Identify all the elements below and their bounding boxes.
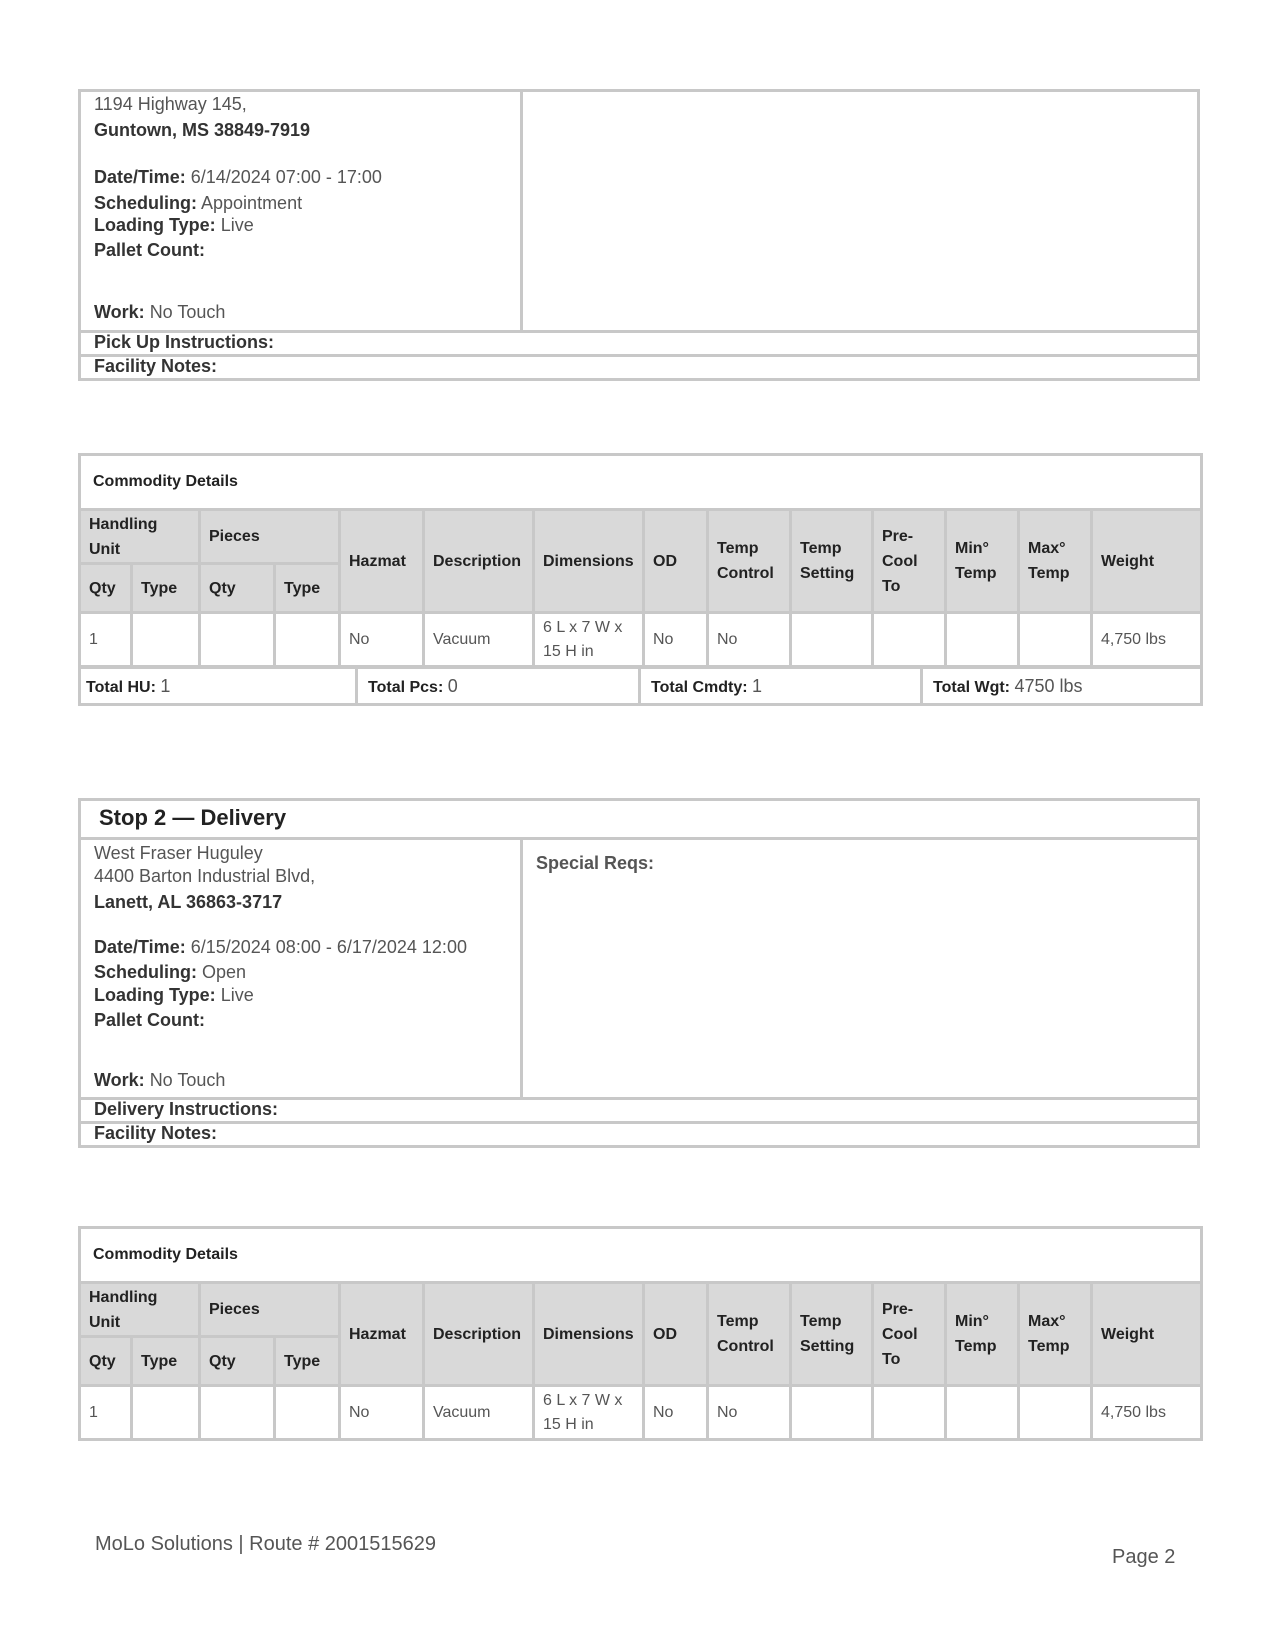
cell-pc-qty <box>200 1386 275 1440</box>
total-cmdty-value: 1 <box>752 675 763 696</box>
header-temp-control: Temp Control <box>708 510 791 613</box>
header-pc-qty: Qty <box>200 1337 275 1386</box>
cell-temp-setting <box>791 1386 873 1440</box>
cell-weight: 4,750 lbs <box>1092 613 1202 667</box>
stop2-datetime <box>94 937 467 958</box>
stop2-datetime-value: 6/15/2024 08:00 - 6/17/2024 12:00 <box>190 937 467 957</box>
cell-od: No <box>644 1386 708 1440</box>
footer-route: MoLo Solutions | Route # 2001515629 <box>95 1533 437 1555</box>
total-hu <box>80 668 357 705</box>
stop1-pallet-count-label: Pallet Count: <box>94 240 205 260</box>
stop2-loading-type <box>94 985 254 1006</box>
header-pc-qty: Qty <box>200 564 275 613</box>
stop2-title: Stop 2 — Delivery <box>99 805 287 830</box>
total-wgt <box>922 668 1202 705</box>
cell-weight: 4,750 lbs <box>1092 1386 1202 1440</box>
commodity-totals-1 <box>78 666 1203 706</box>
stop2-work-value: No Touch <box>149 1070 226 1090</box>
cell-max-temp <box>1019 1386 1092 1440</box>
header-weight: Weight <box>1092 510 1202 613</box>
stop2-loading-value: Live <box>220 985 254 1005</box>
total-cmdty-label: Total Cmdty: <box>651 678 748 696</box>
commodity-table-2 <box>78 1226 1203 1441</box>
stop1-datetime-label: Date/Time: <box>94 167 186 187</box>
total-pcs-label: Total Pcs: <box>368 678 444 696</box>
header-max-temp: Max° Temp <box>1019 510 1092 613</box>
header-pc-type: Type <box>275 1337 340 1386</box>
header-temp-setting: Temp Setting <box>791 510 873 613</box>
cell-hazmat: No <box>340 1386 424 1440</box>
cell-precool <box>873 1386 946 1440</box>
header-dimensions: Dimensions <box>534 1283 644 1386</box>
stop2-datetime-label: Date/Time: <box>94 937 186 957</box>
stop1-loading-type <box>94 215 254 236</box>
header-hazmat: Hazmat <box>340 1283 424 1386</box>
total-wgt-label: Total Wgt: <box>933 678 1011 696</box>
header-hu-qty: Qty <box>80 1337 132 1386</box>
header-dimensions: Dimensions <box>534 510 644 613</box>
header-od: OD <box>644 1283 708 1386</box>
cell-hu-type <box>132 613 200 667</box>
header-hu-qty: Qty <box>80 564 132 613</box>
total-pcs <box>357 668 640 705</box>
stop1-datetime-value: 6/14/2024 07:00 - 17:00 <box>190 167 382 187</box>
stop2-work-label: Work: <box>94 1070 145 1090</box>
cell-temp-control: No <box>708 613 791 667</box>
table-row <box>80 613 1202 667</box>
header-temp-setting: Temp Setting <box>791 1283 873 1386</box>
stop2-column-divider <box>520 837 523 1100</box>
stop2-loading-label: Loading Type: <box>94 985 216 1005</box>
header-pc-type: Type <box>275 564 340 613</box>
stop1-address-line: 1194 Highway 145, <box>94 94 247 114</box>
cell-temp-setting <box>791 613 873 667</box>
stop1-column-divider <box>520 89 523 333</box>
header-temp-control: Temp Control <box>708 1283 791 1386</box>
stop1-loading-value: Live <box>220 215 254 235</box>
header-precool: Pre-Cool To <box>873 1283 946 1386</box>
table-row <box>80 1386 1202 1440</box>
stop1-scheduling <box>94 193 302 214</box>
cell-pc-type <box>275 613 340 667</box>
header-hu-type: Type <box>132 1337 200 1386</box>
stop1-work-value: No Touch <box>149 302 226 322</box>
stop1-instructions-label: Pick Up Instructions: <box>94 332 275 352</box>
stop1-scheduling-label: Scheduling: <box>94 193 197 213</box>
header-hu-type: Type <box>132 564 200 613</box>
header-description: Description <box>424 1283 534 1386</box>
header-precool: Pre-Cool To <box>873 510 946 613</box>
cell-dimensions: 6 L x 7 W x 15 H in <box>534 1386 644 1440</box>
cell-hu-type <box>132 1386 200 1440</box>
stop2-facility-notes-row <box>78 1121 1200 1148</box>
cell-min-temp <box>946 613 1019 667</box>
header-pieces: Pieces <box>200 510 340 564</box>
cell-hu-qty: 1 <box>80 1386 132 1440</box>
stop2-instructions-label: Delivery Instructions: <box>94 1099 279 1119</box>
header-min-temp: Min° Temp <box>946 510 1019 613</box>
total-hu-label: Total HU: <box>86 678 156 696</box>
stop2-special-reqs-label: Special Reqs: <box>536 853 655 873</box>
cell-pc-qty <box>200 613 275 667</box>
cell-description: Vacuum <box>424 613 534 667</box>
stop1-loading-label: Loading Type: <box>94 215 216 235</box>
header-hazmat: Hazmat <box>340 510 424 613</box>
header-handling-unit: Handling Unit <box>80 1283 200 1337</box>
header-max-temp: Max° Temp <box>1019 1283 1092 1386</box>
stop2-city-state-zip: Lanett, AL 36863-3717 <box>94 892 283 912</box>
stop1-work <box>94 302 225 323</box>
cell-hazmat: No <box>340 613 424 667</box>
header-weight: Weight <box>1092 1283 1202 1386</box>
cell-od: No <box>644 613 708 667</box>
stop2-facility-name: West Fraser Huguley <box>94 843 263 863</box>
cell-precool <box>873 613 946 667</box>
stop1-work-label: Work: <box>94 302 145 322</box>
cell-max-temp <box>1019 613 1092 667</box>
cell-pc-type <box>275 1386 340 1440</box>
total-hu-value: 1 <box>160 675 171 696</box>
header-od: OD <box>644 510 708 613</box>
header-handling-unit: Handling Unit <box>80 510 200 564</box>
stop1-scheduling-value: Appointment <box>201 193 303 213</box>
footer-page-number: Page 2 <box>1112 1546 1176 1568</box>
total-wgt-value: 4750 lbs <box>1014 675 1083 696</box>
header-description: Description <box>424 510 534 613</box>
cell-temp-control: No <box>708 1386 791 1440</box>
cell-description: Vacuum <box>424 1386 534 1440</box>
header-pieces: Pieces <box>200 1283 340 1337</box>
cell-hu-qty: 1 <box>80 613 132 667</box>
stop1-datetime <box>94 167 382 188</box>
stop2-scheduling-label: Scheduling: <box>94 962 197 982</box>
total-pcs-value: 0 <box>447 675 458 696</box>
stop1-facility-notes-label: Facility Notes: <box>94 356 218 376</box>
stop2-scheduling-value: Open <box>202 962 247 982</box>
commodity-caption: Commodity Details <box>80 455 1202 510</box>
stop2-facility-notes-label: Facility Notes: <box>94 1123 218 1143</box>
commodity-caption: Commodity Details <box>80 1228 1202 1283</box>
stop2-pallet-count-label: Pallet Count: <box>94 1010 205 1030</box>
total-cmdty <box>640 668 922 705</box>
stop2-work <box>94 1070 225 1091</box>
stop1-city-state-zip: Guntown, MS 38849-7919 <box>94 120 311 140</box>
stop1-facility-notes-row <box>78 354 1200 381</box>
stop2-address-line: 4400 Barton Industrial Blvd, <box>94 866 316 886</box>
cell-dimensions: 6 L x 7 W x 15 H in <box>534 613 644 667</box>
commodity-table-1 <box>78 453 1203 668</box>
header-min-temp: Min° Temp <box>946 1283 1019 1386</box>
stop2-scheduling <box>94 962 246 983</box>
cell-min-temp <box>946 1386 1019 1440</box>
